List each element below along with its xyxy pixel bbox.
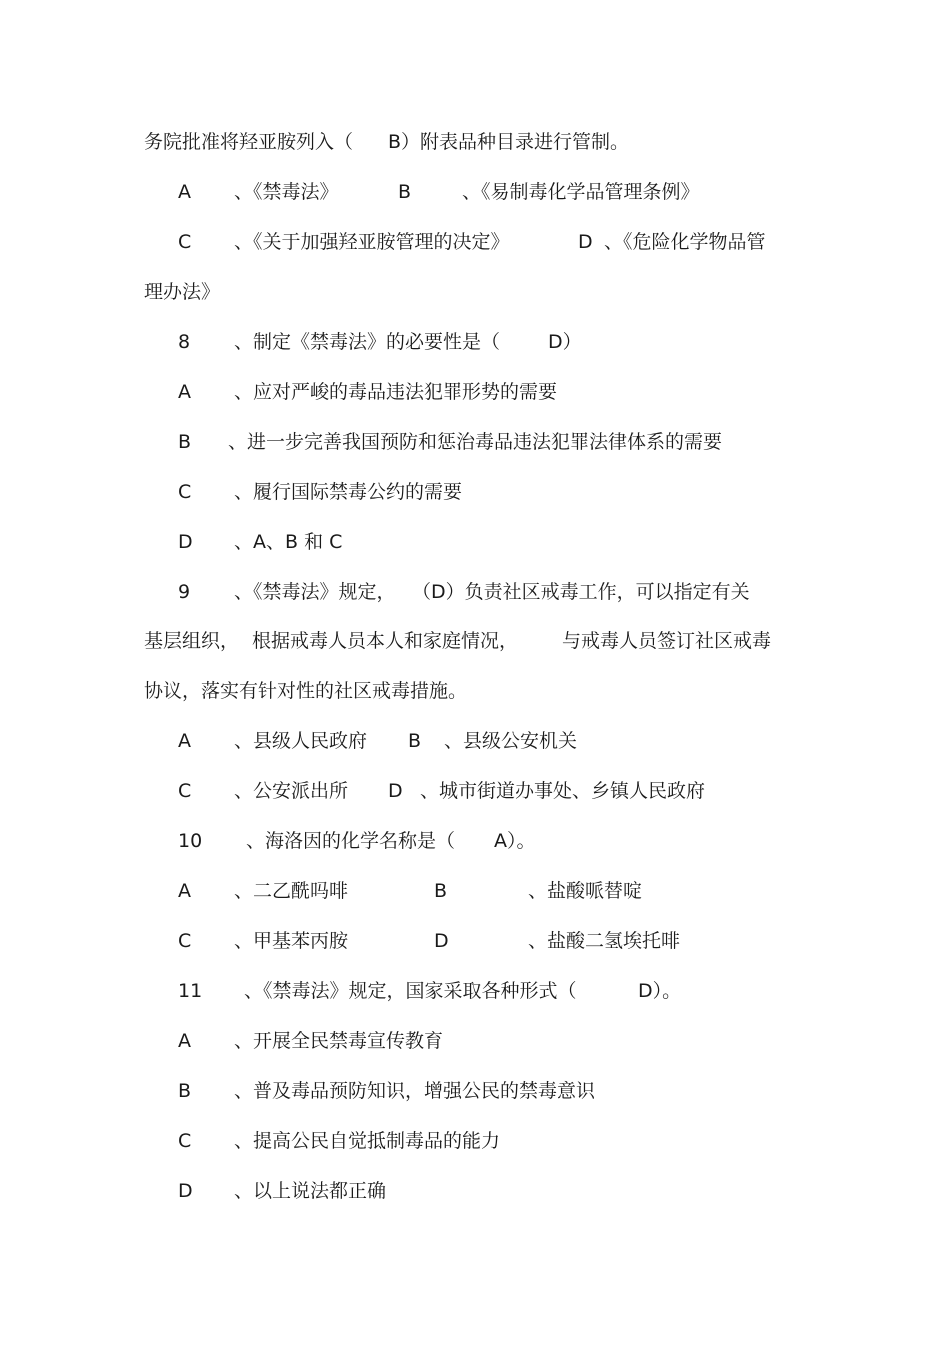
text-line <box>0 277 950 307</box>
text-segment: C <box>178 780 192 802</box>
text-segment: A <box>178 181 191 203</box>
text-segment: C <box>178 930 192 952</box>
text-segment: 、县级公安机关 <box>444 730 578 752</box>
text-segment: 基层组织， <box>144 630 240 652</box>
text-segment: 、县级人民政府 <box>234 730 368 752</box>
text-segment: 、进一步完善我国预防和惩治毒品违法犯罪法律体系的需要 <box>228 431 723 453</box>
text-segment: 、海洛因的化学名称是（ <box>246 830 456 852</box>
text-line <box>0 477 950 507</box>
text-segment: B <box>408 730 422 752</box>
text-segment: C <box>178 231 192 253</box>
text-segment: 、二乙酰吗啡 <box>234 880 349 902</box>
text-segment: 、制定《禁毒法》的必要性是（ <box>234 331 501 353</box>
text-segment: 、盐酸二氢埃托啡 <box>528 930 681 952</box>
text-line <box>0 1026 950 1056</box>
text-segment: B <box>178 431 192 453</box>
text-segment: 与戒毒人员签订社区戒毒 <box>562 630 772 652</box>
text-segment: 、A、B 和 C <box>234 531 343 553</box>
text-segment: 、甲基苯丙胺 <box>234 930 349 952</box>
text-segment: A <box>178 730 191 752</box>
text-segment: 协议，落实有针对性的社区戒毒措施。 <box>144 680 468 702</box>
text-segment: （D）负责社区戒毒工作，可以指定有关 <box>412 581 750 603</box>
text-segment: 理办法》 <box>144 281 221 303</box>
text-line <box>0 577 950 607</box>
text-segment: 务院批准将羟亚胺列入（ <box>144 131 354 153</box>
text-segment: B）附表品种目录进行管制。 <box>388 131 630 153</box>
text-segment: 、《禁毒法》规定， <box>234 581 396 603</box>
text-segment: 、《易制毒化学品管理条例》 <box>462 181 700 203</box>
text-line <box>0 1126 950 1156</box>
text-segment: D） <box>548 331 582 353</box>
text-segment: 、《禁毒法》 <box>234 181 339 203</box>
text-segment: 、公安派出所 <box>234 780 349 802</box>
text-segment: 、开展全民禁毒宣传教育 <box>234 1030 444 1052</box>
text-segment: 、提高公民自觉抵制毒品的能力 <box>234 1130 501 1152</box>
text-line <box>0 527 950 557</box>
text-segment: A <box>178 1030 191 1052</box>
text-segment: 、《关于加强羟亚胺管理的决定》 <box>234 231 510 253</box>
text-segment: D <box>434 930 449 952</box>
text-line <box>0 926 950 956</box>
text-line <box>0 327 950 357</box>
text-segment: 10 <box>178 830 203 852</box>
text-segment: D）。 <box>638 980 682 1002</box>
text-segment: 、应对严峻的毒品违法犯罪形势的需要 <box>234 381 558 403</box>
text-segment: 8 <box>178 331 191 353</box>
text-line <box>0 177 950 207</box>
text-segment: B <box>434 880 448 902</box>
text-segment: D <box>578 231 593 253</box>
text-segment: 、履行国际禁毒公约的需要 <box>234 481 463 503</box>
text-segment: A <box>178 880 191 902</box>
text-segment: 11 <box>178 980 203 1002</box>
text-line <box>0 726 950 756</box>
text-segment: 、《危险化学物品管 <box>604 231 766 253</box>
text-line <box>0 377 950 407</box>
text-line <box>0 1176 950 1206</box>
text-segment: 、以上说法都正确 <box>234 1180 387 1202</box>
text-line <box>0 1076 950 1106</box>
text-line <box>0 626 950 656</box>
text-segment: A）。 <box>494 830 536 852</box>
text-segment: 9 <box>178 581 191 603</box>
text-segment: B <box>398 181 412 203</box>
text-segment: C <box>178 481 192 503</box>
text-line <box>0 127 950 157</box>
text-segment: 、城市街道办事处、乡镇人民政府 <box>420 780 706 802</box>
text-line <box>0 227 950 257</box>
text-line <box>0 876 950 906</box>
text-segment: B <box>178 1080 192 1102</box>
text-segment: D <box>388 780 403 802</box>
text-line <box>0 427 950 457</box>
text-segment: 、普及毒品预防知识，增强公民的禁毒意识 <box>234 1080 596 1102</box>
text-segment: D <box>178 531 193 553</box>
text-segment: 、《禁毒法》规定，国家采取各种形式（ <box>244 980 577 1002</box>
text-segment: 根据戒毒人员本人和家庭情况， <box>252 630 519 652</box>
text-line <box>0 676 950 706</box>
text-line <box>0 776 950 806</box>
text-segment: C <box>178 1130 192 1152</box>
text-segment: 、盐酸哌替啶 <box>528 880 643 902</box>
text-line <box>0 826 950 856</box>
text-segment: A <box>178 381 191 403</box>
text-segment: D <box>178 1180 193 1202</box>
text-line <box>0 976 950 1006</box>
